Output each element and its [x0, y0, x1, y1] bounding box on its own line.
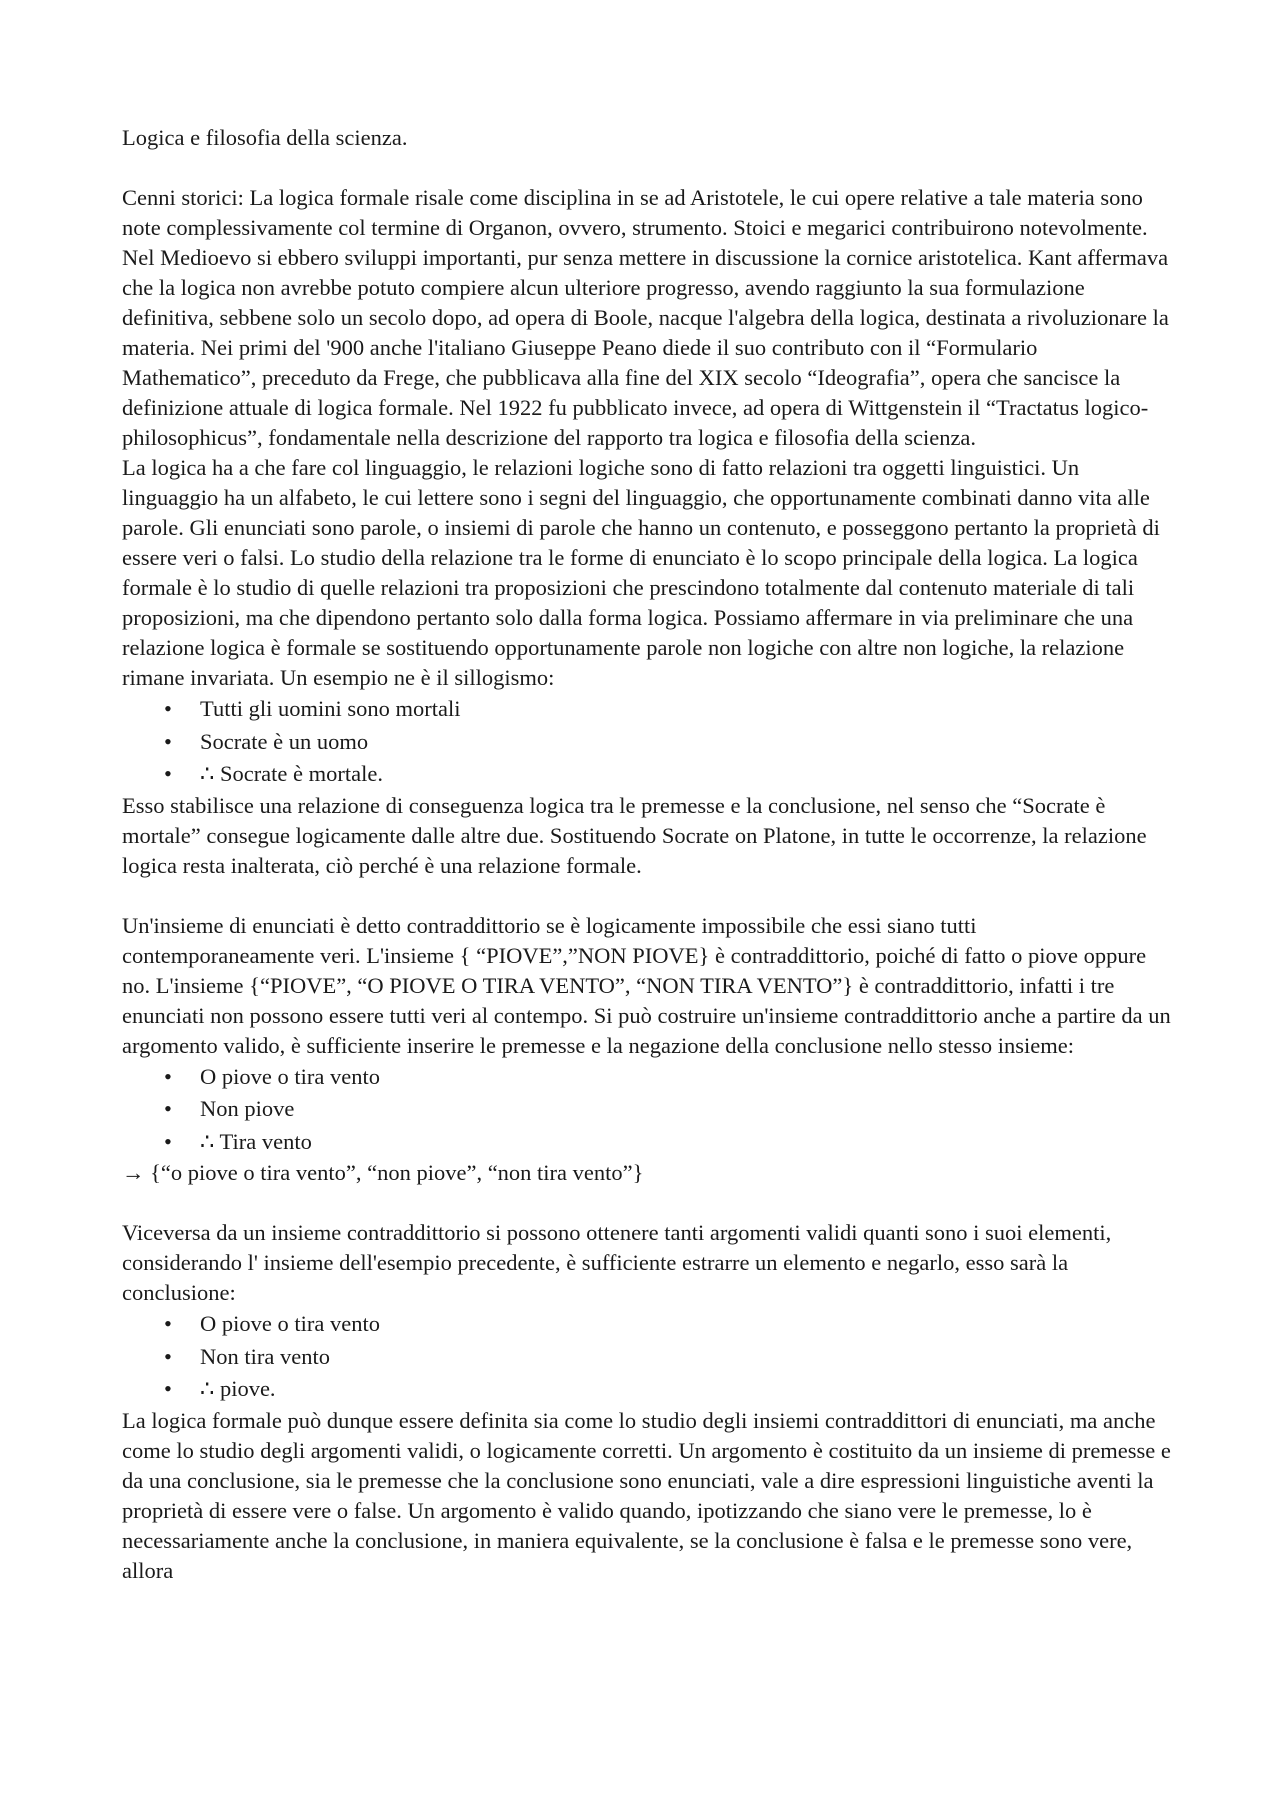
list-item: • O piove o tira vento	[122, 1308, 1172, 1341]
list-item: • O piove o tira vento	[122, 1061, 1172, 1094]
syllogism-list	[122, 693, 1172, 791]
paragraph-gap	[122, 1188, 1172, 1218]
bullet-icon: •	[164, 1311, 172, 1336]
bullet-icon: •	[164, 1376, 172, 1401]
paragraph-formal-logic-definition: La logica formale può dunque essere definita sia come lo studio degli insiemi contraddittori di enunciati, ma anche come lo studio degli argomenti validi, o logicamente corretti. Un argomento è costituito da un insieme di premesse e da una conclusione, sia le premesse che la conclusione sono enunciati, vale a dire espressioni linguistiche aventi la proprietà di essere vere o false. Un argomento è valido quando, ipotizzando che siano vere le premesse, lo è necessariamente anche la conclusione, in maniera equivalente, se la conclusione è falsa e le premesse sono vere, allora	[122, 1407, 1171, 1583]
bullet-icon: •	[164, 1063, 172, 1089]
paragraph-converse: Viceversa da un insieme contraddittorio si possono ottenere tanti argomenti validi quanti sono i suoi elementi, considerando l' insieme dell'esempio precedente, è sufficiente estrarre un elemento e negarlo, esso sarà la conclusione:	[122, 1220, 1112, 1305]
list-item: • ∴ piove.	[122, 1373, 1172, 1406]
bullet-icon: •	[164, 1343, 172, 1369]
paragraph-consequence: Esso stabilisce una relazione di conseguenza logica tra le premesse e la conclusione, nel senso che “Socrate è mortale” consegue logicamente dalle altre due. Sostituendo Socrate on Platone, in tutte le occorrenze, la relazione logica resta inalterata, ciò perché è una relazione formale.	[122, 792, 1147, 878]
paragraph-gap	[122, 881, 1172, 911]
paragraph-historical-notes: Cenni storici: La logica formale risale come disciplina in se ad Aristotele, le cui opere relative a tale materia sono note complessivamente col termine di Organon, ovvero, strumento. Stoici e megarici contribuirono notevolmente. Nel Medioevo si ebbero sviluppi importanti, pur senza mettere in discussione la cornice aristotelica. Kant affermava che la logica non avrebbe potuto compiere alcun ulteriore progresso, avendo raggiunto la sua formulazione definitiva, sebbene solo un secolo dopo, ad opera di Boole, nacque l'algebra della logica, destinata a rivoluzionare la materia. Nei primi del '900 anche l'italiano Giuseppe Peano diede il suo contributo con il “Formulario Mathematico”, preceduto da Frege, che pubblicava alla fine del XIX secolo “Ideografia”, opera che sancisce la definizione attuale di logica formale. Nel 1922 fu pubblicato invece, ad opera di Wittgenstein il “Tractatus logico-philosophicus”, fondamentale nella descrizione del rapporto tra logica e filosofia della scienza.	[122, 185, 1169, 450]
list-item: • Non tira vento	[122, 1341, 1172, 1374]
bullet-icon: •	[164, 1096, 172, 1121]
list-item: • Socrate è un uomo	[122, 726, 1172, 759]
paragraph-language: La logica ha a che fare col linguaggio, le relazioni logiche sono di fatto relazioni tra oggetti linguistici. Un linguaggio ha un alfabeto, le cui lettere sono i segni del linguaggio, che opportunamente combinati danno vita alle parole. Gli enunciati sono parole, o insiemi di parole che hanno un contenuto, e posseggono pertanto la proprietà di essere veri o falsi. Lo studio della relazione tra le forme di enunciato è lo scopo principale della logica. La logica formale è lo studio di quelle relazioni tra proposizioni che prescindono totalmente dal contenuto materiale di tali proposizioni, ma che dipendono pertanto solo dalla forma logica. Possiamo affermare in via preliminare che una relazione logica è formale se sostituendo opportunamente parole non logiche con altre non logiche, la relazione rimane invariata. Un esempio ne è il sillogismo:	[122, 455, 1160, 690]
bullet-icon: •	[164, 1128, 172, 1154]
arrow-set-line: → {“o piove o tira vento”, “non piove”, “non tira vento”}	[122, 1160, 644, 1185]
argument-list	[122, 1061, 1172, 1159]
document-body	[122, 123, 1172, 1586]
bullet-icon: •	[164, 761, 172, 786]
derived-argument-list	[122, 1308, 1172, 1406]
list-item: • Non piove	[122, 1093, 1172, 1126]
list-item: • ∴ Tira vento	[122, 1126, 1172, 1159]
paragraph-contradictory-set: Un'insieme di enunciati è detto contraddittorio se è logicamente impossibile che essi siano tutti contemporaneamente veri. L'insieme { “PIOVE”,”NON PIOVE} è contraddittorio, poiché di fatto o piove oppure no. L'insieme {“PIOVE”, “O PIOVE O TIRA VENTO”, “NON TIRA VENTO”} è contraddittorio, infatti i tre enunciati non possono essere tutti veri al contempo. Si può costruire un'insieme contraddittorio anche a partire da un argomento valido, è sufficiente inserire le premesse e la negazione della conclusione nello stesso insieme:	[122, 912, 1171, 1058]
bullet-icon: •	[164, 696, 172, 721]
list-item: • Tutti gli uomini sono mortali	[122, 693, 1172, 726]
bullet-icon: •	[164, 728, 172, 754]
list-item: • ∴ Socrate è mortale.	[122, 758, 1172, 791]
document-title: Logica e filosofia della scienza.	[122, 125, 408, 150]
